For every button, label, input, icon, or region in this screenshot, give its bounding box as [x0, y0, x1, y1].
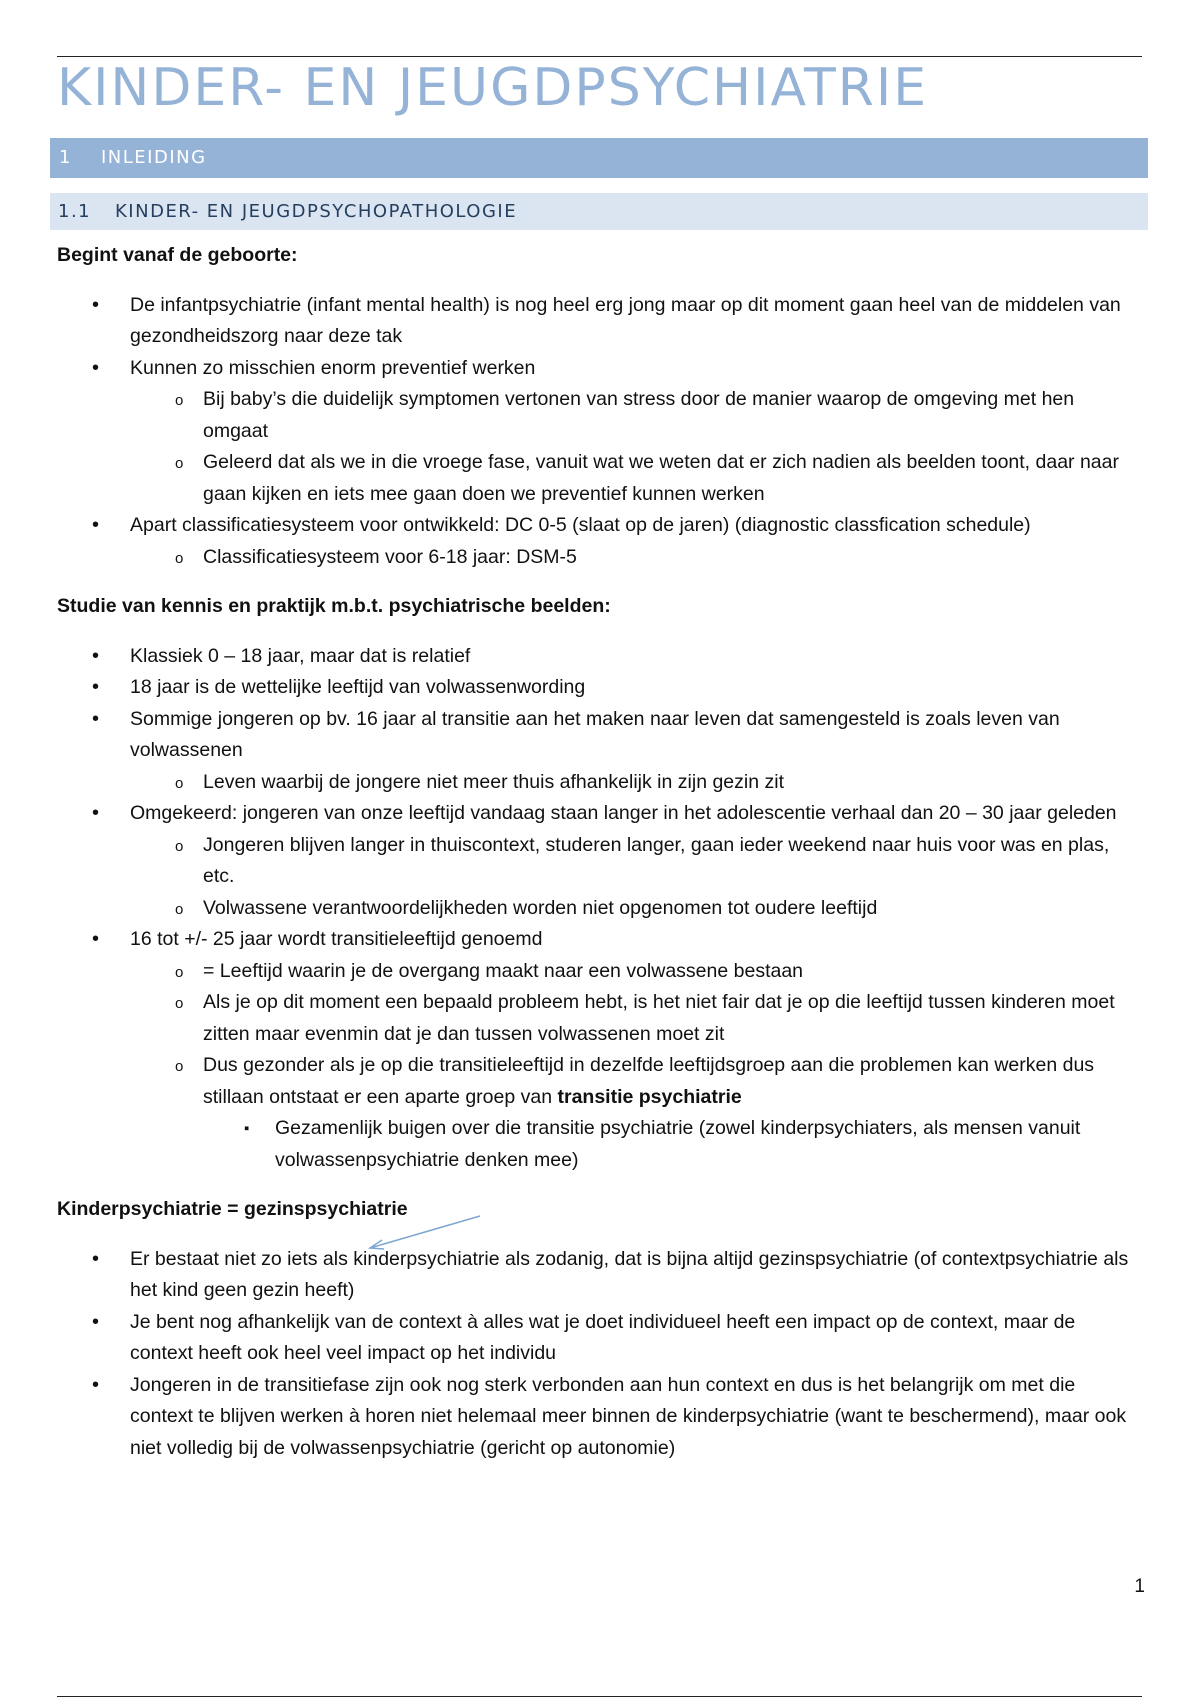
heading-1-text: INLEIDING	[101, 147, 207, 168]
list-item-text: Je bent nog afhankelijk van de context à alles wat je doet individueel heeft een impact op de context, maar de context heeft ook heel veel impact op het individu	[130, 1310, 1076, 1364]
sub-list	[130, 830, 1137, 925]
document-title: KINDER- EN JEUGDPSYCHIATRIE	[57, 58, 929, 118]
document-body	[57, 240, 1137, 1464]
bullet-list	[57, 1244, 1137, 1465]
sub-list	[130, 767, 1137, 799]
list-item-text: Jongeren in de transitiefase zijn ook nog sterk verbonden aan hun context en dus is het belangrijk om met die context te blijven werken à horen niet helemaal meer binnen de kinderpsychiatrie (want te beschermend), maar ook niet volledig bij de volwassenpsychiatrie (gericht op autonomie)	[130, 1373, 1127, 1459]
sub-list-item	[130, 1050, 1137, 1176]
list-item-text: De infantpsychiatrie (infant mental health) is nog heel erg jong maar op dit moment gaan heel van de middelen van gezondheidszorg naar deze tak	[130, 293, 1121, 347]
list-item-text: Apart classificatiesysteem voor ontwikkeld: DC 0-5 (slaat op de jaren) (diagnostic classfication schedule)	[130, 514, 1031, 536]
bold-term: transitie psychiatrie	[557, 1085, 742, 1108]
list-item	[57, 641, 1137, 673]
list-item	[57, 704, 1137, 799]
sub-list-item-text: = Leeftijd waarin je de overgang maakt naar een volwassene bestaan	[203, 959, 804, 982]
section-heading: Begint vanaf de geboorte:	[57, 244, 298, 266]
list-item	[57, 290, 1137, 353]
list-item	[57, 510, 1137, 573]
bullet-list	[57, 641, 1137, 1177]
list-item-text: Kunnen zo misschien enorm preventief werken	[130, 356, 536, 379]
sub-list-item	[130, 830, 1137, 893]
arrow-icon	[360, 1210, 490, 1255]
sub-list-item	[130, 542, 1137, 574]
sub-list-item-text: Als je op dit moment een bepaald probleem hebt, is het niet fair dat je op die leeftijd tussen kinderen moet zitten maar evenmin dat je dan tussen volwassenen moet zit	[203, 991, 1115, 1045]
page-number: 1	[1134, 1576, 1145, 1597]
sub-list-item-text: Classificatiesysteem voor 6-18 jaar: DSM-5	[203, 545, 577, 568]
bottom-rule	[57, 1696, 1142, 1697]
sub-list-item	[130, 447, 1137, 510]
list-item	[57, 924, 1137, 1176]
sub-list-item-text: Leven waarbij de jongere niet meer thuis afhankelijk in zijn gezin zit	[203, 770, 784, 793]
sub-list-item-text: Jongeren blijven langer in thuiscontext, studeren langer, gaan ieder weekend naar huis voor was en plas, etc.	[203, 833, 1110, 887]
sub-list-item	[130, 956, 1137, 988]
heading-2	[50, 193, 1148, 230]
list-item-text: Sommige jongeren op bv. 16 jaar al transitie aan het maken naar leven dat samengesteld is zoals leven van volwassenen	[130, 707, 1060, 761]
list-item	[57, 1244, 1137, 1307]
list-item-text: 18 jaar is de wettelijke leeftijd van volwassenwording	[130, 676, 586, 698]
sub-list-item-text: Bij baby’s die duidelijk symptomen vertonen van stress door de manier waarop de omgeving met hen omgaat	[203, 388, 1075, 442]
list-item-text: Klassiek 0 – 18 jaar, maar dat is relatief	[130, 644, 471, 667]
list-item	[57, 672, 1137, 704]
heading-1	[50, 138, 1148, 178]
top-rule	[57, 56, 1142, 57]
heading-2-number: 1.1	[58, 201, 92, 222]
sub-sub-list-item-text: Gezamenlijk buigen over die transitie psychiatrie (zowel kinderpsychiaters, als mensen vanuit volwassenpsychiatrie denken mee)	[275, 1117, 1081, 1171]
list-item	[57, 798, 1137, 924]
section-heading: Kinderpsychiatrie = gezinspsychiatrie	[57, 1198, 408, 1220]
sub-list	[130, 956, 1137, 1177]
sub-list-item	[130, 384, 1137, 447]
sub-list	[130, 384, 1137, 510]
sub-list-item	[130, 987, 1137, 1050]
sub-list-item-text: Dus gezonder als je op die transitieleeftijd in dezelfde leeftijdsgroep aan die problemen kan werken dus stillaan ontstaat er een aparte groep van	[203, 1054, 1095, 1108]
list-item-text: 16 tot +/- 25 jaar wordt transitieleeftijd genoemd	[130, 928, 543, 950]
bullet-list	[57, 290, 1137, 574]
list-item	[57, 1370, 1137, 1465]
sub-list-item	[130, 893, 1137, 925]
sub-sub-list	[203, 1113, 1137, 1176]
list-item	[57, 353, 1137, 511]
sub-list-item-text: Geleerd dat als we in die vroege fase, vanuit wat we weten dat er zich nadien als beelden toont, daar naar gaan kijken en iets mee gaan doen we preventief kunnen werken	[203, 451, 1119, 505]
section-heading: Studie van kennis en praktijk m.b.t. psychiatrische beelden:	[57, 595, 611, 617]
list-item-text: Er bestaat niet zo iets als kinderpsychiatrie als zodanig, dat is bijna altijd gezinspsychiatrie (of contextpsychiatrie als het kind geen gezin heeft)	[130, 1247, 1129, 1301]
sub-list	[130, 542, 1137, 574]
sub-sub-list-item	[203, 1113, 1137, 1176]
heading-1-number: 1	[59, 147, 72, 168]
list-item-text: Omgekeerd: jongeren van onze leeftijd vandaag staan langer in het adolescentie verhaal dan 20 – 30 jaar geleden	[130, 802, 1117, 824]
sub-list-item-text: Volwassene verantwoordelijkheden worden niet opgenomen tot oudere leeftijd	[203, 896, 878, 919]
list-item	[57, 1307, 1137, 1370]
heading-2-text: KINDER- EN JEUGDPSYCHOPATHOLOGIE	[115, 201, 518, 222]
sub-list-item	[130, 767, 1137, 799]
